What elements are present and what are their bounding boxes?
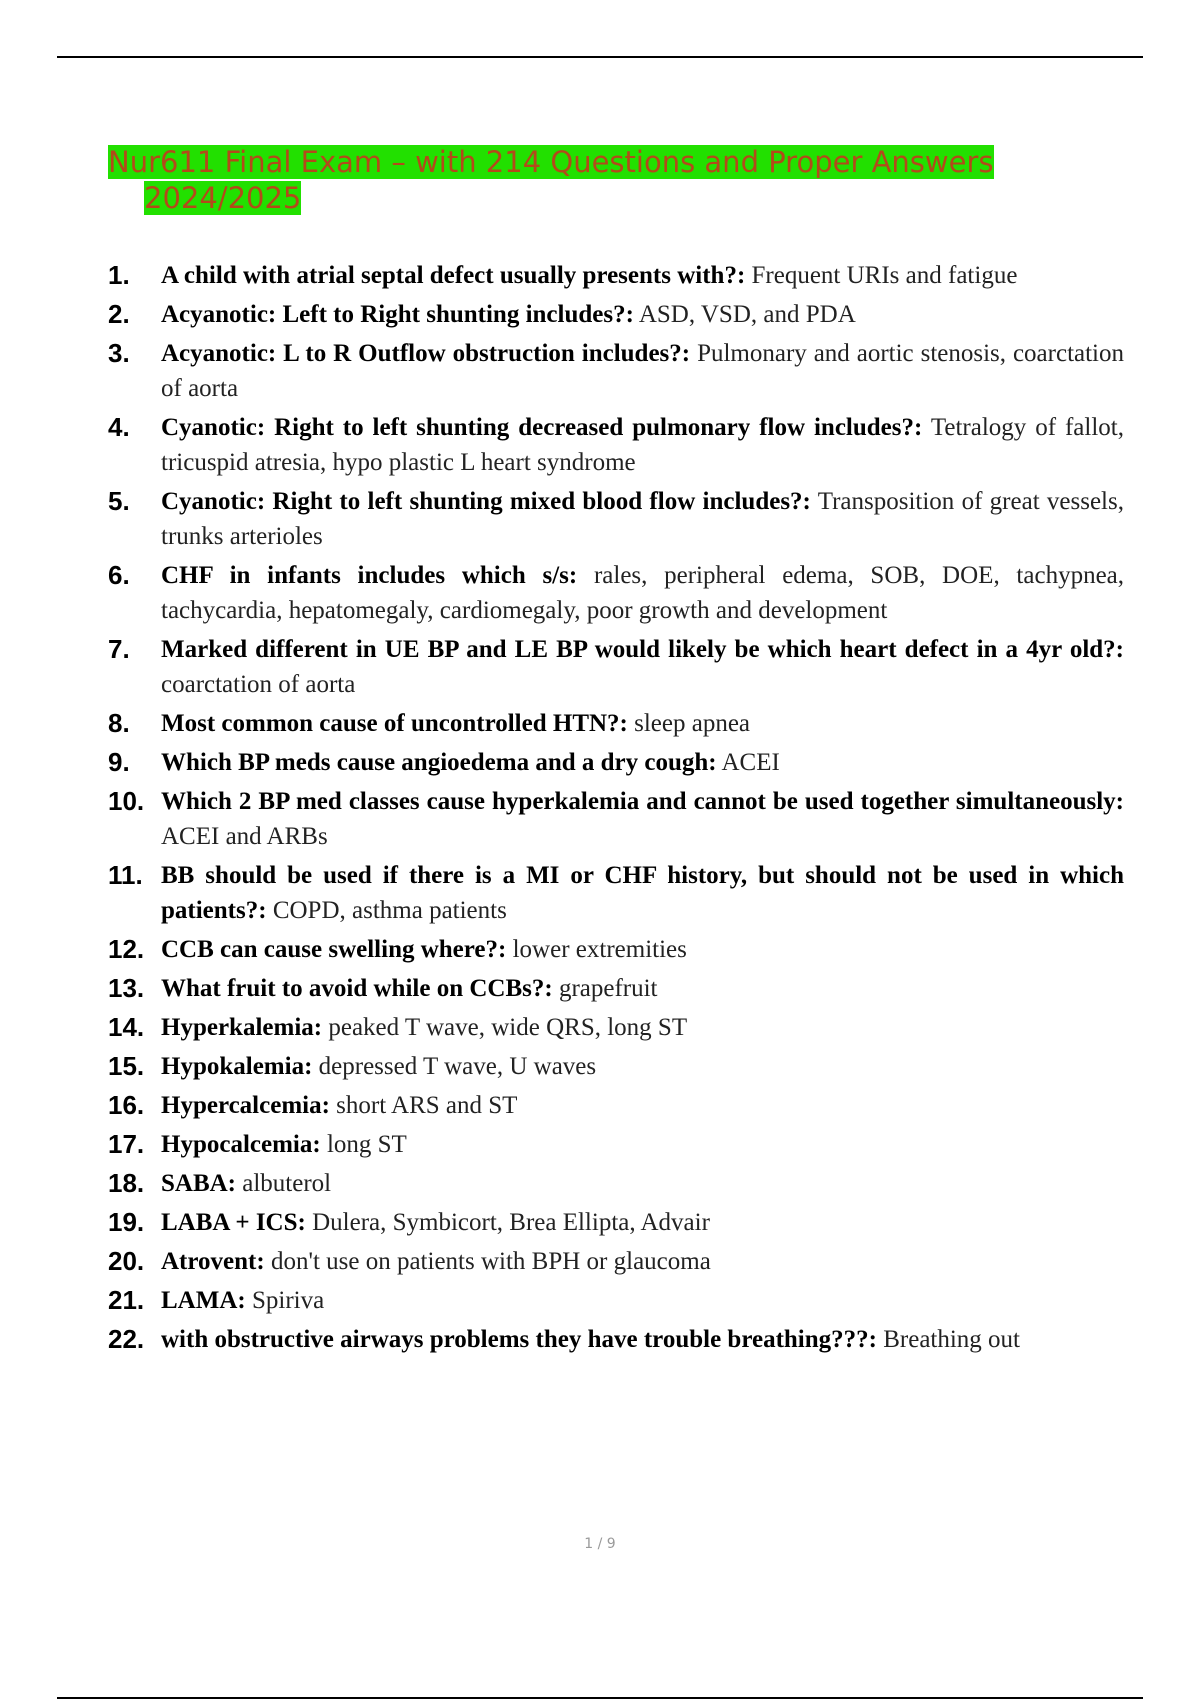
document-title-line1: Nur611 Final Exam – with 214 Questions and Proper Answers [108, 145, 994, 179]
question-number: 11. [108, 860, 143, 890]
question-body [161, 1244, 1124, 1279]
question-body [161, 1283, 1124, 1318]
list-item [108, 258, 1124, 293]
list-item [108, 1049, 1124, 1084]
question-number: 21. [108, 1285, 145, 1315]
question-body [161, 336, 1124, 406]
list-item [108, 1244, 1124, 1279]
question-body [161, 410, 1124, 480]
question-number: 9. [108, 747, 130, 777]
question-text: CHF in infants includes which s/s: [161, 562, 578, 589]
question-body [161, 1049, 1124, 1084]
list-item [108, 558, 1124, 628]
question-text: LABA + ICS: [161, 1209, 306, 1236]
list-item [108, 1166, 1124, 1201]
answer-text: Spiriva [251, 1287, 325, 1314]
answer-text: Transposition of great vessels, trunks arterioles [161, 488, 1124, 550]
question-number: 7. [108, 634, 130, 664]
answer-text: ASD, VSD, and PDA [638, 301, 856, 328]
list-item [108, 784, 1124, 854]
list-item [108, 1127, 1124, 1162]
top-divider [57, 56, 1143, 58]
question-body [161, 297, 1124, 332]
question-text: Acyanotic: Left to Right shunting includes?: [161, 301, 634, 328]
answer-text: ACEI and ARBs [161, 823, 328, 850]
list-item [108, 932, 1124, 967]
question-body [161, 632, 1124, 702]
question-number: 12. [108, 934, 145, 964]
question-body [161, 858, 1124, 928]
list-item [108, 1283, 1124, 1318]
question-number: 8. [108, 708, 130, 738]
question-number: 15. [108, 1051, 145, 1081]
question-body [161, 745, 1124, 780]
question-number: 2. [108, 299, 130, 329]
answer-text: lower extremities [512, 936, 687, 963]
question-number: 16. [108, 1090, 145, 1120]
question-body [161, 1322, 1124, 1357]
answer-text: COPD, asthma patients [272, 897, 507, 924]
answer-text: coarctation of aorta [161, 671, 356, 698]
question-body [161, 706, 1124, 741]
question-text: LAMA: [161, 1287, 246, 1314]
answer-text: short ARS and ST [336, 1092, 518, 1119]
question-body [161, 1010, 1124, 1045]
question-text: Acyanotic: L to R Outflow obstruction includes?: [161, 340, 691, 367]
list-item [108, 297, 1124, 332]
question-text: BB should be used if there is a MI or CHF history, but should not be used in which patients?: [161, 862, 1124, 924]
list-item [108, 410, 1124, 480]
question-body [161, 932, 1124, 967]
bottom-divider [57, 1697, 1143, 1699]
answer-text: Pulmonary and aortic stenosis, coarctation of aorta [161, 340, 1125, 402]
list-item [108, 1010, 1124, 1045]
answer-text: grapefruit [558, 975, 658, 1002]
question-number: 5. [108, 486, 130, 516]
question-text: Cyanotic: Right to left shunting decreased pulmonary flow includes?: [161, 414, 923, 441]
list-item [108, 706, 1124, 741]
list-item [108, 745, 1124, 780]
question-text: Cyanotic: Right to left shunting mixed blood flow includes?: [161, 488, 811, 515]
question-body [161, 558, 1124, 628]
answer-text: rales, peripheral edema, SOB, DOE, tachypnea, tachycardia, hepatomegaly, cardiomegaly, poor growth and development [161, 562, 1125, 624]
answer-text: peaked T wave, wide QRS, long ST [328, 1014, 688, 1041]
question-number: 22. [108, 1324, 145, 1354]
question-number: 6. [108, 560, 130, 590]
question-body [161, 1205, 1124, 1240]
question-body [161, 1166, 1124, 1201]
question-body [161, 784, 1124, 854]
question-text: Marked different in UE BP and LE BP would likely be which heart defect in a 4yr old?: [161, 636, 1124, 663]
answer-text: sleep apnea [634, 710, 751, 737]
question-text: Which 2 BP med classes cause hyperkalemia and cannot be used together simultaneously: [161, 788, 1124, 815]
list-item [108, 1322, 1124, 1357]
answer-text: Tetralogy of fallot, tricuspid atresia, hypo plastic L heart syndrome [161, 414, 1124, 476]
question-text: Most common cause of uncontrolled HTN?: [161, 710, 628, 737]
question-body [161, 484, 1124, 554]
question-list [108, 258, 1124, 1361]
question-number: 13. [108, 973, 145, 1003]
list-item [108, 1205, 1124, 1240]
question-number: 20. [108, 1246, 145, 1276]
question-body [161, 971, 1124, 1006]
answer-text: don't use on patients with BPH or glaucoma [270, 1248, 711, 1275]
question-number: 10. [108, 786, 145, 816]
question-body [161, 1088, 1124, 1123]
question-number: 14. [108, 1012, 145, 1042]
document-title [108, 144, 1128, 216]
question-text: Hypocalcemia: [161, 1131, 321, 1158]
question-text: with obstructive airways problems they have trouble breathing???: [161, 1326, 877, 1353]
question-body [161, 258, 1124, 293]
answer-text: ACEI [721, 749, 780, 776]
list-item [108, 971, 1124, 1006]
question-number: 19. [108, 1207, 145, 1237]
page-number: 1 / 9 [584, 1536, 616, 1552]
list-item [108, 484, 1124, 554]
question-text: Hypercalcemia: [161, 1092, 330, 1119]
question-text: Hypokalemia: [161, 1053, 313, 1080]
question-body [161, 1127, 1124, 1162]
question-text: Atrovent: [161, 1248, 265, 1275]
answer-text: Dulera, Symbicort, Brea Ellipta, Advair [312, 1209, 710, 1236]
question-text: Hyperkalemia: [161, 1014, 323, 1041]
question-number: 17. [108, 1129, 145, 1159]
question-text: SABA: [161, 1170, 237, 1197]
question-number: 4. [108, 412, 130, 442]
answer-text: Breathing out [883, 1326, 1020, 1353]
question-text: CCB can cause swelling where?: [161, 936, 507, 963]
list-item [108, 858, 1124, 928]
answer-text: Frequent URIs and fatigue [751, 262, 1018, 289]
document-title-line2: 2024/2025 [144, 181, 302, 215]
question-text: Which BP meds cause angioedema and a dry cough: [161, 749, 717, 776]
question-text: What fruit to avoid while on CCBs?: [161, 975, 553, 1002]
answer-text: depressed T wave, U waves [318, 1053, 597, 1080]
list-item [108, 632, 1124, 702]
answer-text: long ST [326, 1131, 407, 1158]
question-number: 1. [108, 260, 130, 290]
question-number: 18. [108, 1168, 145, 1198]
answer-text: albuterol [242, 1170, 332, 1197]
list-item [108, 336, 1124, 406]
list-item [108, 1088, 1124, 1123]
question-text: A child with atrial septal defect usually presents with?: [161, 262, 746, 289]
question-number: 3. [108, 338, 130, 368]
